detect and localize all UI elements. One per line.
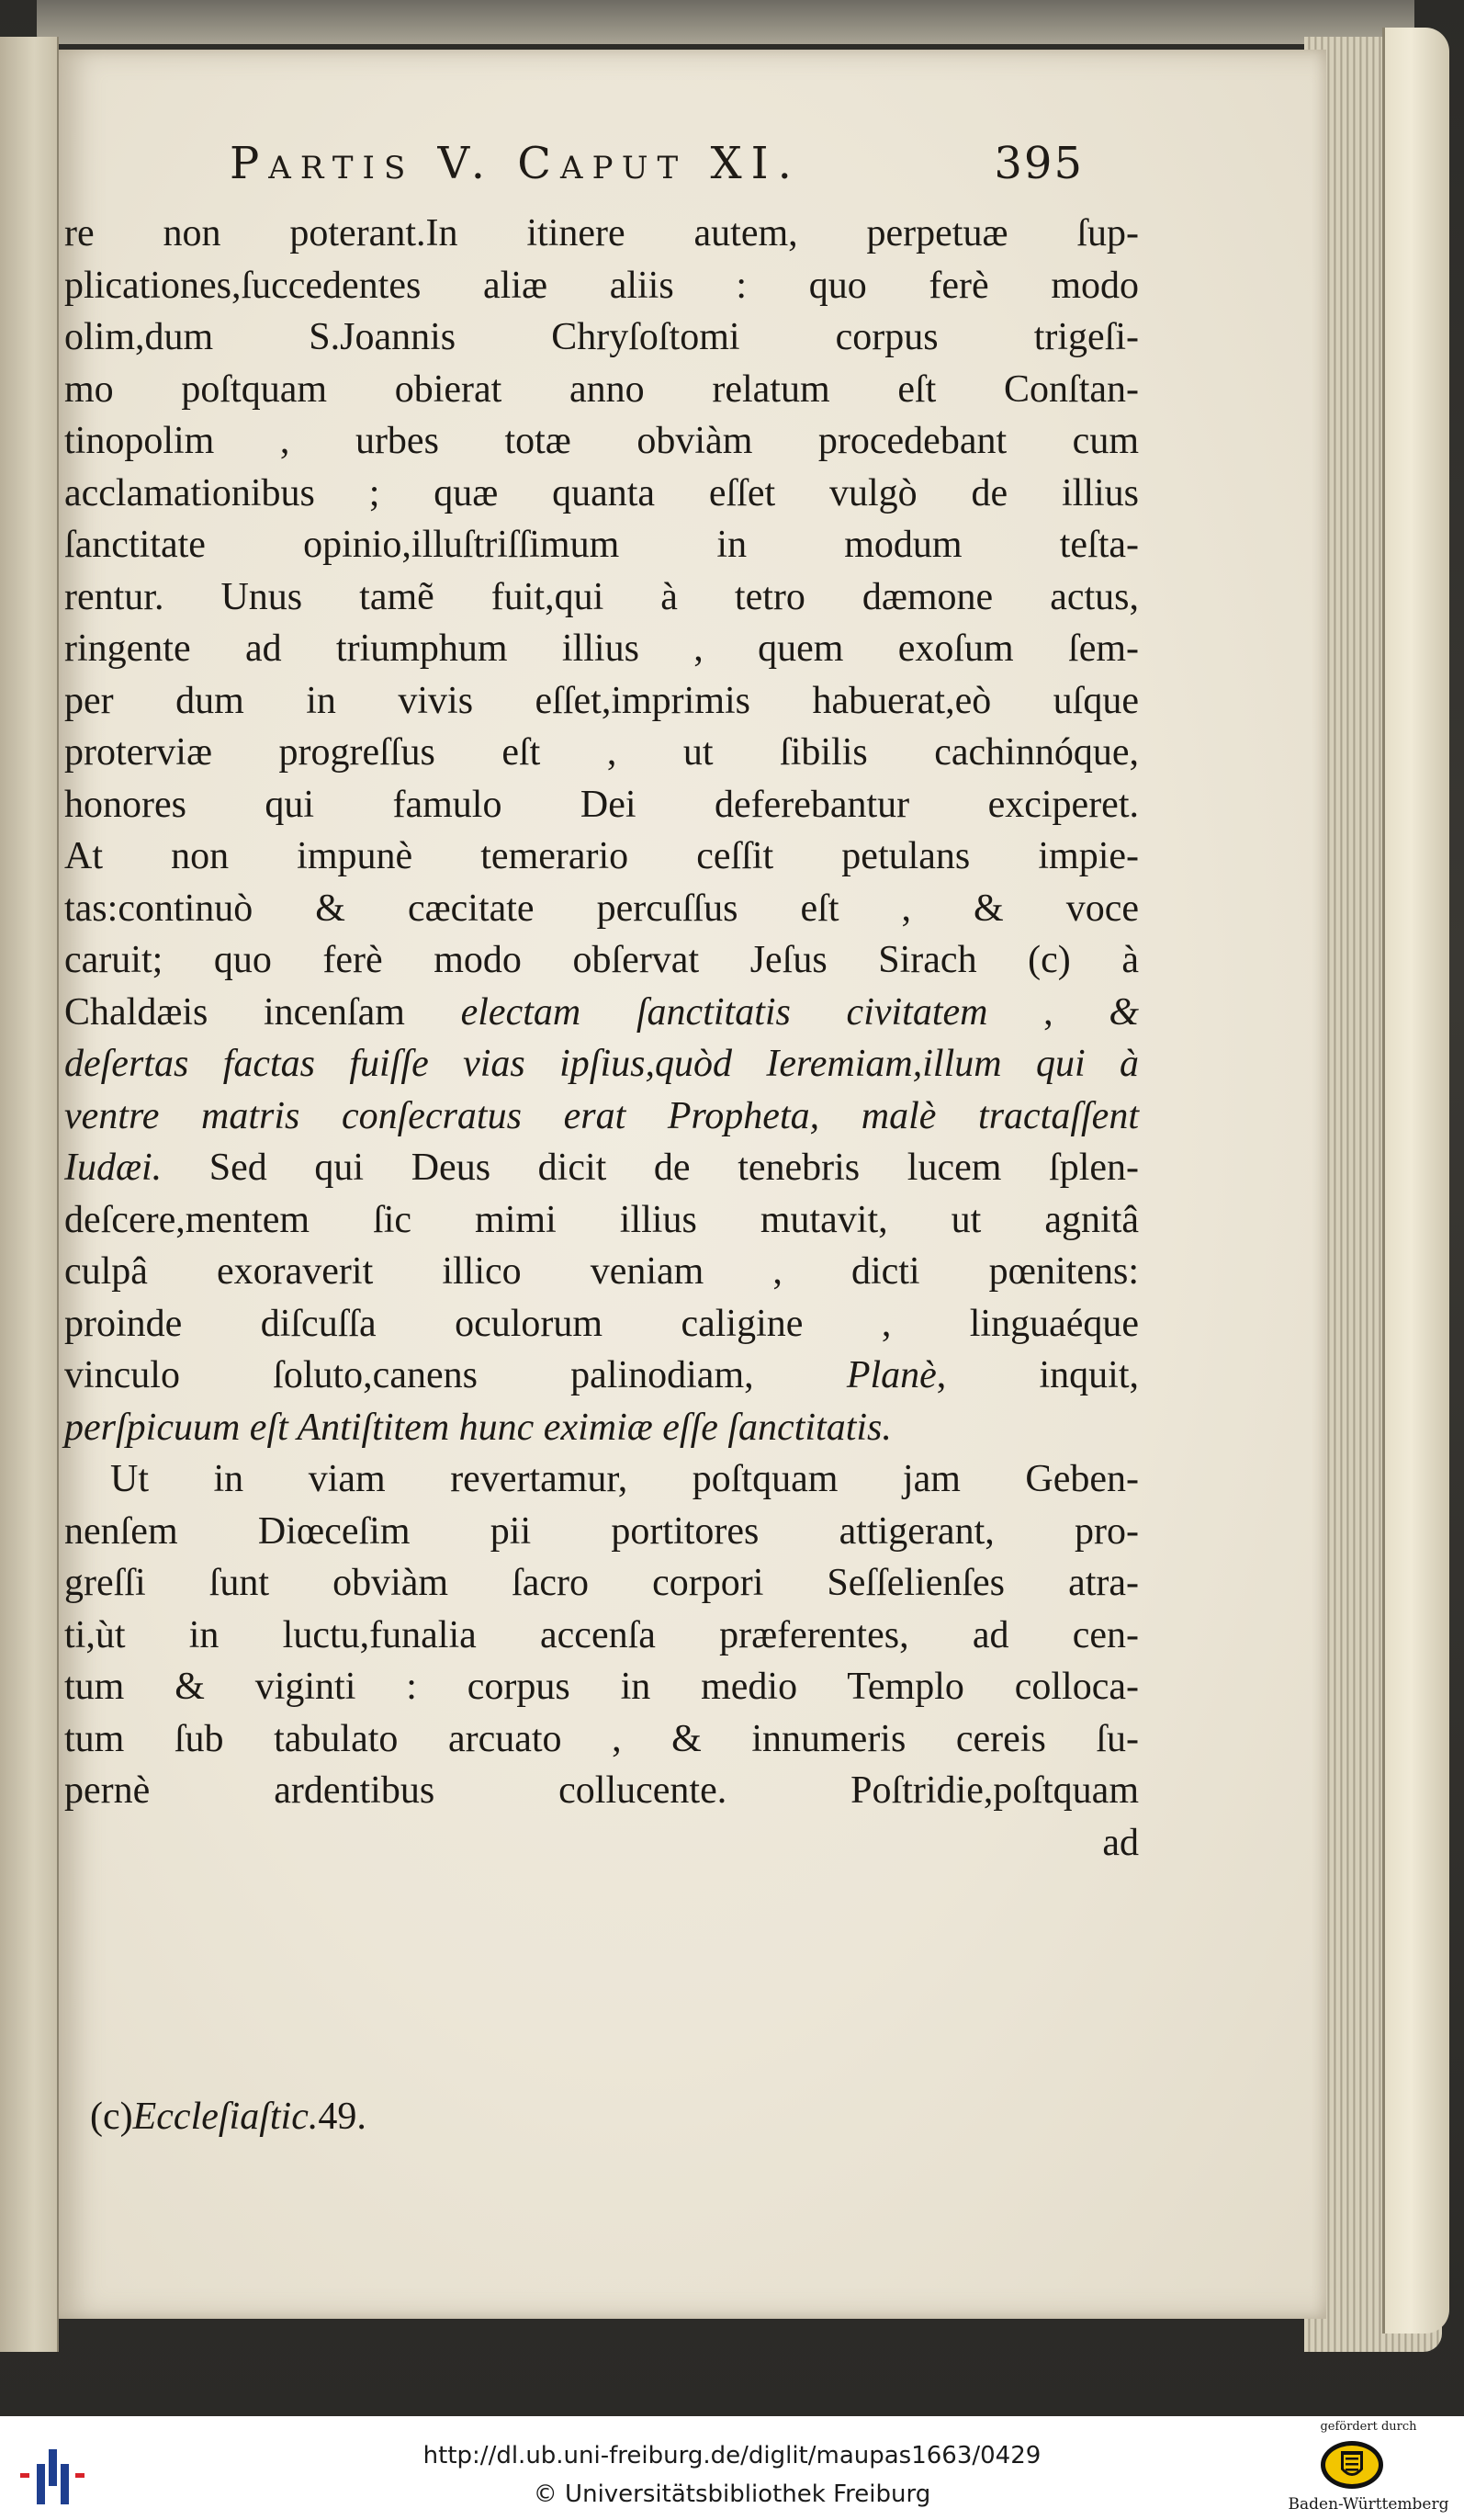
text-run: , [987,990,1109,1034]
text-run: ſanctitate opinio,illuſtriſſimum in modum teſta- [64,524,1139,566]
text-line [64,1506,1139,1558]
text-line [64,1194,1139,1247]
italic-text: deſertas factas fuiſſe vias ipſius,quòd Ieremiam,illum qui à [64,1043,1139,1085]
text-run: greſſi ſunt obviàm ſacro corpori Seſſelienſes atra- [64,1562,1139,1604]
text-run: honores qui famulo Dei deferebantur exciperet. [64,783,1139,826]
text-run: re non poterant.In itinere autem, perpetuæ ſup- [64,212,1139,254]
text-run: nenſem Diœceſim pii portitores attigerant, pro- [64,1509,1139,1553]
text-line [64,1246,1139,1298]
text-run: mo poſtquam obierat anno relatum eſt Conſtan- [64,367,1139,411]
text-line [64,519,1139,571]
text-run: tinopolim , urbes totæ obviàm procedebant cum [64,420,1139,462]
running-head-title: Partis V. Caput XI. [230,138,801,189]
text-line [64,1402,1139,1454]
italic-text: & [1109,990,1139,1034]
text-line [64,260,1139,312]
permalink-url[interactable]: http://dl.ub.uni-freiburg.de/diglit/maupas1663/0429 [422,2442,1042,2469]
text-run: , inquit, [936,1354,1139,1396]
text-run: At non impunè temerario ceſſit petulans impie- [64,835,1139,877]
text-run: tum & viginti : corpus in medio Templo colloca- [64,1666,1139,1708]
text-line [64,415,1139,468]
text-line [64,987,1139,1039]
book-top-edge [37,0,1414,44]
text-line [64,208,1139,260]
text-line [64,1350,1139,1402]
text-run: Ut in viam revertamur, poſtquam jam Geben- [110,1458,1139,1500]
text-line [64,1453,1139,1506]
footnote-marker: (c) [90,2096,133,2138]
text-run: caruit; quo ferè modo obſervat Jeſus Sirach (c) à [64,939,1139,981]
text-run: olim,dum S.Joannis Chryſoſtomi corpus trigeſi- [64,316,1139,358]
text-run: culpâ exoraverit illico veniam , dicti pœnitens: [64,1250,1139,1293]
text-run: deſcere,mentem ſic mimi illius mutavit, ut agnitâ [64,1198,1139,1241]
text-line [64,1298,1139,1350]
text-run: proinde diſcuſſa oculorum caligine , linguaéque [64,1302,1139,1345]
footnote [90,2095,366,2139]
text-line [64,1090,1139,1143]
text-run: plicationes,ſuccedentes aliæ aliis : quo ferè modo [64,264,1139,307]
baden-wuerttemberg-crest-icon[interactable] [1315,2438,1389,2492]
footnote-text: Eccleſiaſtic. [132,2096,319,2138]
text-line [64,364,1139,416]
text-run: ti,ùt in luctu,funalia accenſa præferentes, ad cen- [64,1613,1139,1656]
text-run: pernè ardentibus collucente. Poſtridie,poſtquam [64,1769,1139,1812]
text-line [64,727,1139,779]
text-run: ad [1102,1821,1139,1864]
text-line [64,831,1139,883]
body-text [64,208,1139,1869]
text-run: Sed qui Deus dicit de tenebris lucem ſplen- [162,1147,1139,1189]
text-run: per dum in vivis eſſet,imprimis habuerat,eò uſque [64,679,1139,722]
text-line [64,1765,1139,1817]
text-line [64,1557,1139,1610]
italic-text: Planè [846,1354,937,1396]
text-line [64,571,1139,624]
text-run: acclamationibus ; quæ quanta eſſet vulgò de illius [64,471,1139,514]
text-line [64,468,1139,520]
footnote-number: 49. [318,2096,366,2138]
running-head [230,138,1148,211]
copyright-notice: © Universitätsbibliothek Freiburg [533,2480,931,2508]
text-line [64,1713,1139,1766]
facing-page-edge [0,37,59,2352]
text-run: tum ſub tabulato arcuato , & innumeris cereis ſu- [64,1717,1139,1760]
page-number: 395 [994,138,1084,189]
text-line [64,1661,1139,1713]
sponsor-label: gefördert durch [1320,2420,1417,2434]
text-line [64,675,1139,728]
book-cover-edge [1382,28,1449,2334]
text-line [64,1038,1139,1090]
italic-text: electam ſanctitatis civitatem [460,990,988,1034]
italic-text: ventre matris conſecratus erat Propheta, malè tractaſſent [64,1094,1139,1137]
text-line [64,623,1139,675]
text-run: tas:continuò & cæcitate percuſſus eſt , & voce [64,887,1139,930]
text-line [64,311,1139,364]
text-run: proterviæ progreſſus eſt , ut ſibilis cachinnóque, [64,731,1139,774]
text-run: ringente ad triumphum illius , quem exoſum ſem- [64,627,1139,670]
text-run: rentur. Unus tamẽ fuit,qui à tetro dæmone actus, [64,575,1139,618]
text-run: vinculo ſoluto,canens palinodiam, [64,1354,847,1396]
text-line [64,1817,1139,1870]
text-line [64,883,1139,935]
text-line [64,1142,1139,1194]
italic-text: perſpicuum eſt Antiſtitem hunc eximiæ eſſe ſanctitatis. [64,1406,892,1449]
text-line [64,779,1139,831]
text-line [64,934,1139,987]
text-run: Chaldæis incenſam [64,990,461,1034]
italic-text: Iudæi. [64,1147,163,1189]
text-line [64,1610,1139,1662]
sponsor-name: Baden-Württemberg [1288,2495,1449,2514]
